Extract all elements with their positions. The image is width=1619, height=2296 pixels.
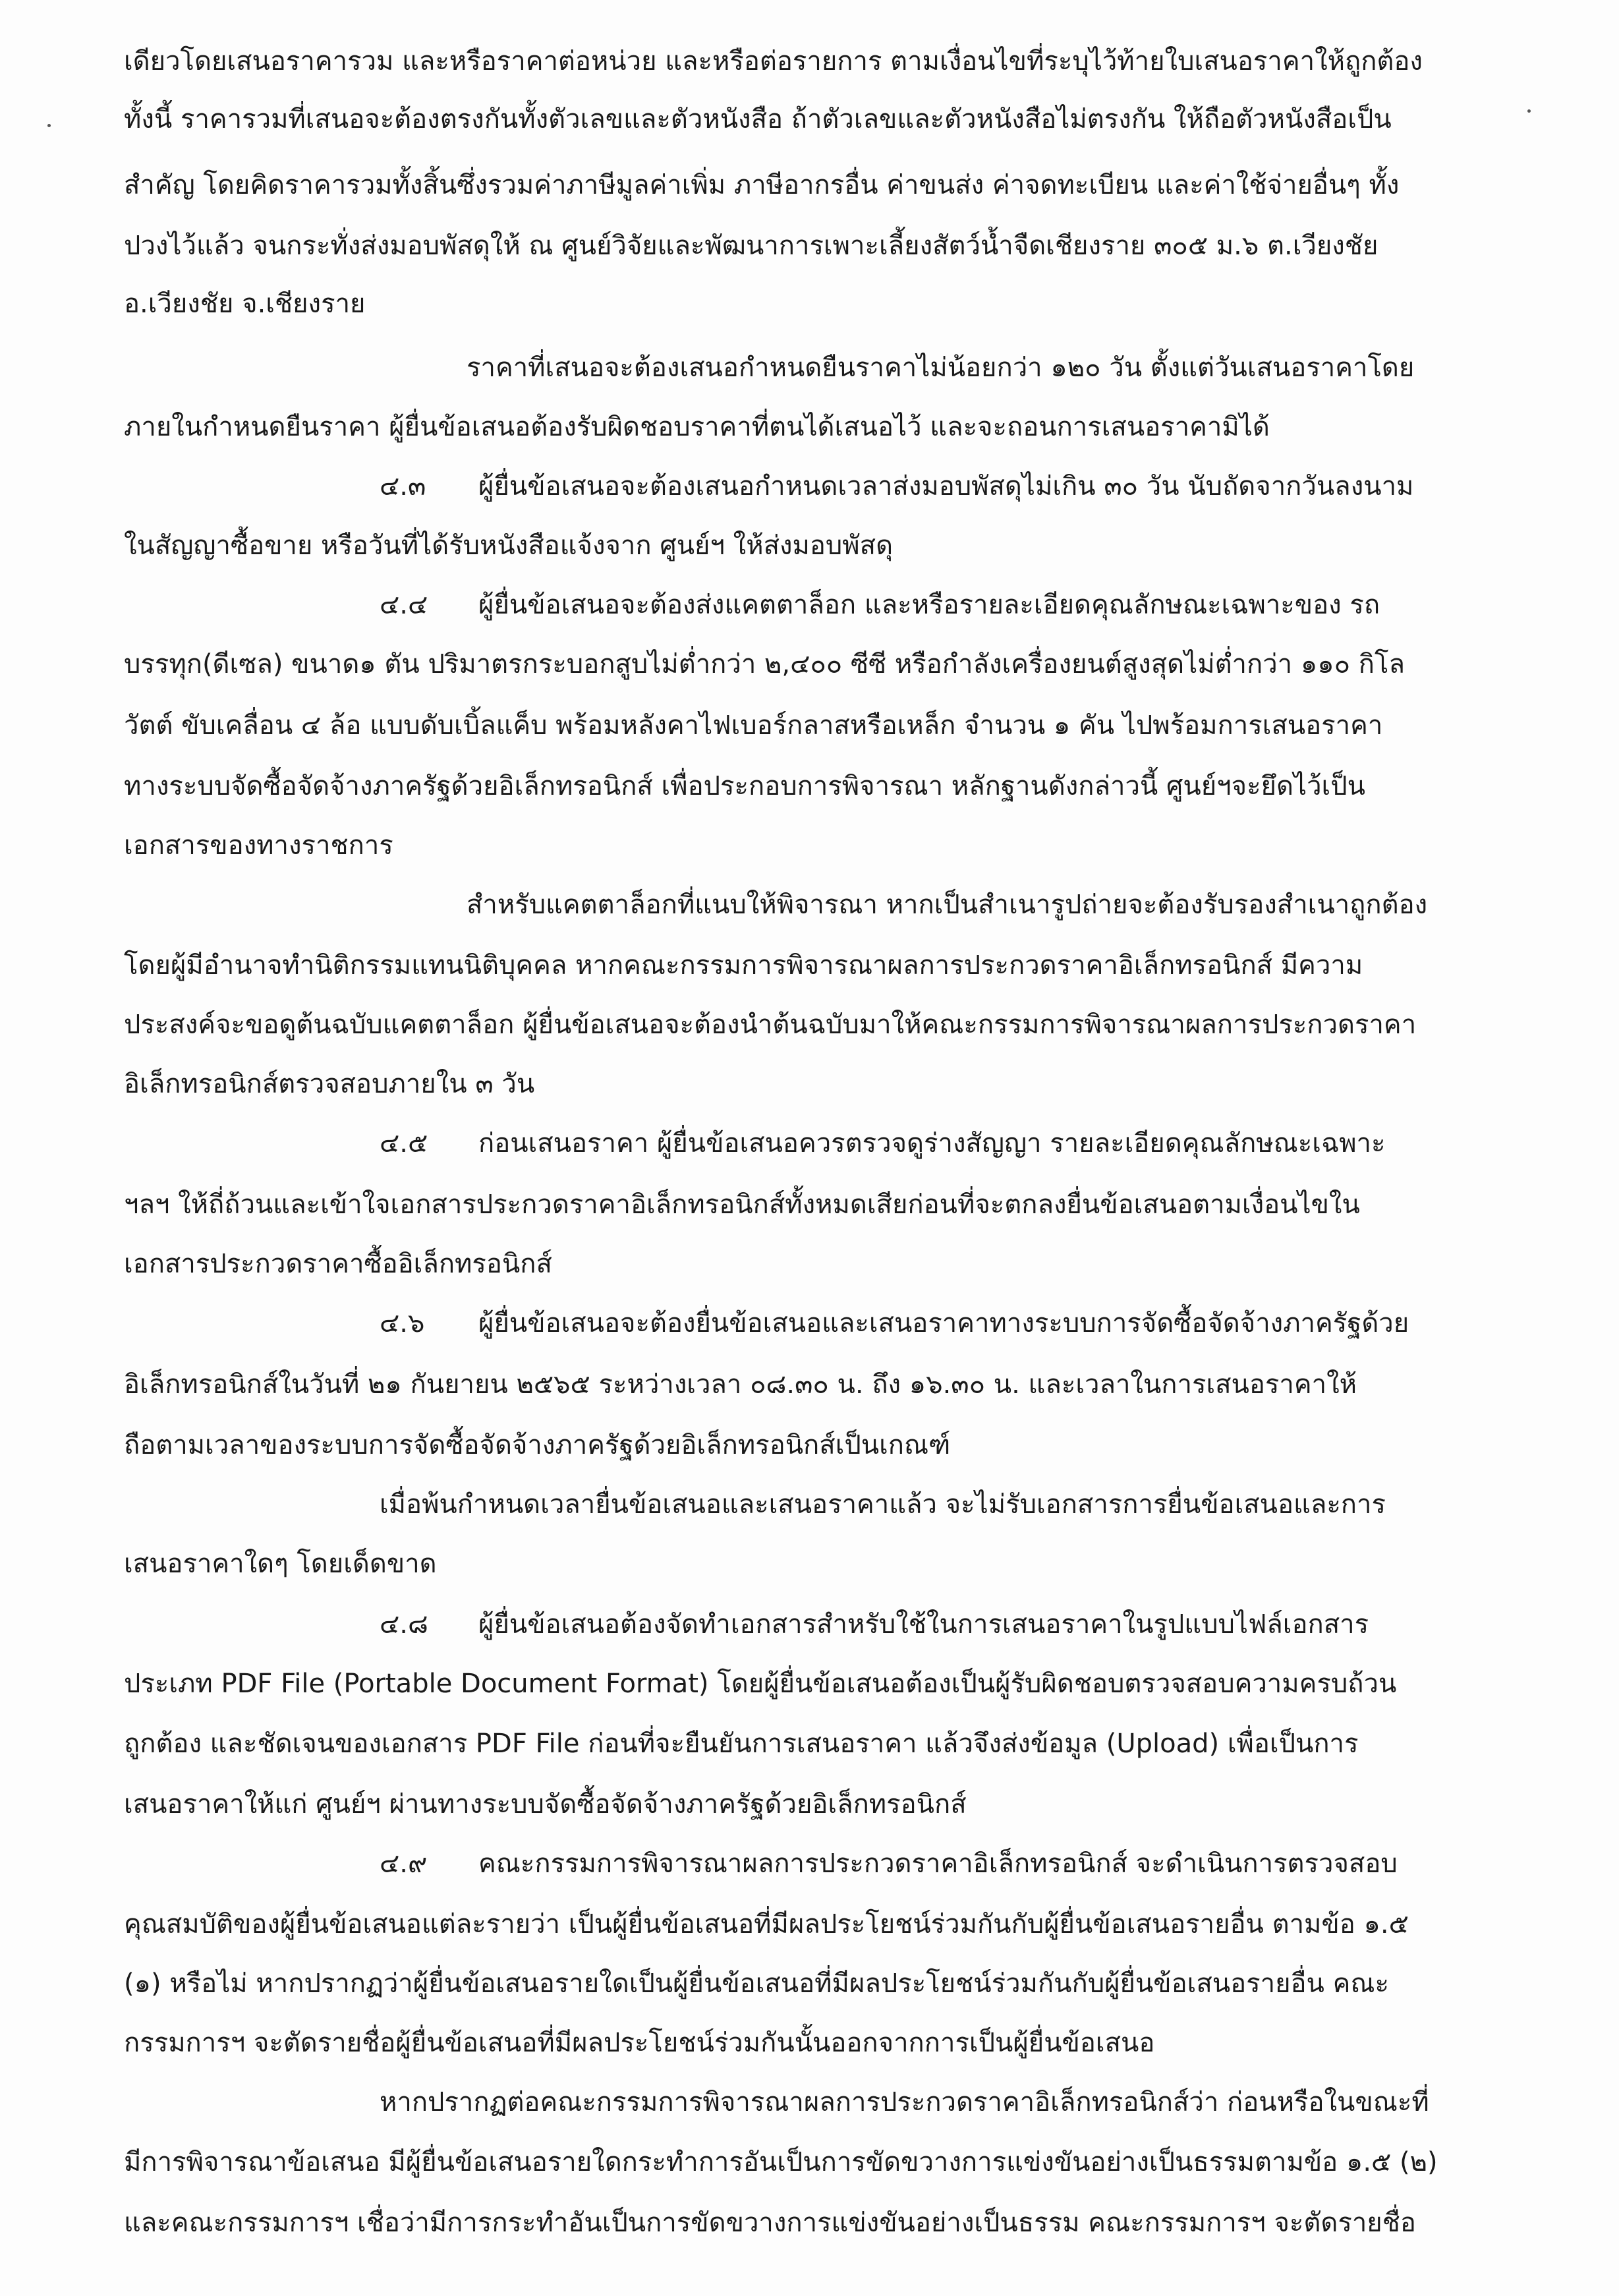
paragraph-line — [124, 224, 1378, 283]
paragraph-line — [124, 1003, 1416, 1062]
paragraph-line — [124, 1183, 1360, 1242]
line-text: เอกสารประกวดราคาซื้ออิเล็กทรอนิกส์ — [124, 1249, 552, 1279]
paragraph-line — [124, 764, 1365, 824]
paragraph-line — [380, 2081, 1429, 2140]
paragraph-line — [124, 405, 1270, 465]
line-text: ก่อนเสนอราคา ผู้ยื่นข้อเสนอควรตรวจดูร่างสัญญา รายละเอียดคุณลักษณะเฉพาะ — [478, 1128, 1386, 1159]
clause-number: ๔.๖ — [380, 1308, 425, 1338]
clause-number: ๔.๙ — [380, 1849, 428, 1879]
paragraph-line — [467, 883, 1427, 942]
paragraph-line — [124, 2021, 1154, 2081]
line-text: ผู้ยื่นข้อเสนอจะต้องยื่นข้อเสนอและเสนอราคาทางระบบการจัดซื้อจัดจ้างภาครัฐด้วย — [478, 1308, 1409, 1338]
paragraph-line — [124, 1783, 967, 1842]
line-text: วัตต์ ขับเคลื่อน ๔ ล้อ แบบดับเบิ้ลแค็บ พร้อมหลังคาไฟเบอร์กลาสหรือเหล็ก จำนวน ๑ คัน ไปพร้อมการเสนอราคา — [124, 710, 1383, 741]
numbered-clause-line — [380, 583, 1380, 643]
line-text: หากปรากฏต่อคณะกรรมการพิจารณาผลการประกวดราคาอิเล็กทรอนิกส์ว่า ก่อนหรือในขณะที่ — [380, 2087, 1429, 2117]
paragraph-line — [124, 1722, 1359, 1781]
paragraph-line — [124, 704, 1382, 763]
line-text: ฯลฯ ให้ถี่ถ้วนและเข้าใจเอกสารประกวดราคาอิเล็กทรอนิกส์ทั้งหมดเสียก่อนที่จะตกลงยื่นข้อเสนอตามเงื่อนไขใน — [124, 1190, 1360, 1220]
paragraph-line — [124, 1962, 1389, 2021]
line-text: เดียวโดยเสนอราคารวม และหรือราคาต่อหน่วย และหรือต่อรายการ ตามเงื่อนไขที่ระบุไว้ท้ายใบเสนอราคาให้ถูกต้อง — [124, 46, 1423, 76]
paragraph-line — [124, 163, 1399, 223]
paragraph-line — [124, 944, 1363, 1003]
line-text: ถูกต้อง และชัดเจนของเอกสาร PDF File ก่อนที่จะยืนยันการเสนอราคา แล้วจึงส่งข้อมูล (Upload) เพื่อเป็นการ — [124, 1729, 1359, 1759]
line-text: อิเล็กทรอนิกส์ตรวจสอบภายใน ๓ วัน — [124, 1069, 535, 1099]
line-text: บรรทุก(ดีเซล) ขนาด๑ ตัน ปริมาตรกระบอกสูบไม่ต่ำกว่า ๒,๔๐๐ ซีซี หรือกำลังเครื่องยนต์สูงสุดไม่ต่ำกว่า ๑๑๐ กิโล — [124, 649, 1405, 679]
line-text: ปวงไว้แล้ว จนกระทั่งส่งมอบพัสดุให้ ณ ศูนย์วิจัยและพัฒนาการเพาะเลี้ยงสัตว์น้ำจืดเชียงราย ๓๐๕ ม.๖ ต.เวียงชัย — [124, 231, 1378, 261]
line-text: เมื่อพ้นกำหนดเวลายื่นข้อเสนอและเสนอราคาแล้ว จะไม่รับเอกสารการยื่นข้อเสนอและการ — [380, 1489, 1386, 1520]
paragraph-line — [124, 1242, 552, 1302]
clause-number: ๔.๔ — [380, 590, 428, 620]
numbered-clause-line — [380, 1302, 1409, 1361]
paragraph-line — [124, 2140, 1438, 2200]
line-text: สำหรับแคตตาล็อกที่แนบให้พิจารณา หากเป็นสำเนารูปถ่ายจะต้องรับรองสำเนาถูกต้อง — [467, 890, 1428, 920]
numbered-clause-line — [380, 465, 1413, 524]
paragraph-line — [124, 2201, 1416, 2260]
paragraph-line — [124, 1363, 1357, 1422]
clause-number: ๔.๘ — [380, 1609, 428, 1640]
line-text: ภายในกำหนดยืนราคา ผู้ยื่นข้อเสนอต้องรับผิดชอบราคาที่ตนได้เสนอไว้ และจะถอนการเสนอราคามิได้ — [124, 412, 1270, 442]
line-text: โดยผู้มีอำนาจทำนิติกรรมแทนนิติบุคคล หากคณะกรรมการพิจารณาผลการประกวดราคาอิเล็กทรอนิกส์ มีความ — [124, 950, 1363, 981]
line-text: และคณะกรรมการฯ เชื่อว่ามีการกระทำอันเป็นการขัดขวางการแข่งขันอย่างเป็นธรรม คณะกรรมการฯ จะตัดรายชื่อ — [124, 2208, 1416, 2238]
paragraph-line — [124, 98, 1392, 157]
line-text: อ.เวียงชัย จ.เชียงราย — [124, 289, 366, 319]
numbered-clause-line — [380, 1603, 1369, 1662]
line-text: ในสัญญาซื้อขาย หรือวันที่ได้รับหนังสือแจ้งจาก ศูนย์ฯ ให้ส่งมอบพัสดุ — [124, 531, 894, 561]
paragraph-line — [124, 1423, 950, 1483]
line-text: คุณสมบัติของผู้ยื่นข้อเสนอแต่ละรายว่า เป็นผู้ยื่นข้อเสนอที่มีผลประโยชน์ร่วมกันกับผู้ยื่นข้อเสนอรายอื่น ตามข้อ ๑.๕ — [124, 1909, 1409, 1939]
line-text: ผู้ยื่นข้อเสนอจะต้องเสนอกำหนดเวลาส่งมอบพัสดุไม่เกิน ๓๐ วัน นับถัดจากวันลงนาม — [478, 471, 1414, 502]
paragraph-line — [124, 824, 393, 883]
line-text: ถือตามเวลาของระบบการจัดซื้อจัดจ้างภาครัฐด้วยอิเล็กทรอนิกส์เป็นเกณฑ์ — [124, 1430, 951, 1460]
paragraph-line — [124, 1903, 1409, 1962]
line-text: ประสงค์จะขอดูต้นฉบับแคตตาล็อก ผู้ยื่นข้อเสนอจะต้องนำต้นฉบับมาให้คณะกรรมการพิจารณาผลการประกวดราคา — [124, 1010, 1417, 1040]
paragraph-line — [124, 282, 365, 341]
clause-number: ๔.๕ — [380, 1128, 428, 1159]
paragraph-line — [124, 1542, 437, 1601]
line-text: ผู้ยื่นข้อเสนอต้องจัดทำเอกสารสำหรับใช้ในการเสนอราคาในรูปแบบไฟล์เอกสาร — [478, 1609, 1369, 1640]
paragraph-line — [380, 1483, 1386, 1542]
line-text: ราคาที่เสนอจะต้องเสนอกำหนดยืนราคาไม่น้อยกว่า ๑๒๐ วัน ตั้งแต่วันเสนอราคาโดย — [467, 353, 1415, 383]
line-text: เสนอราคาใดๆ โดยเด็ดขาด — [124, 1549, 437, 1579]
numbered-clause-line — [380, 1122, 1386, 1181]
line-text: อิเล็กทรอนิกส์ในวันที่ ๒๑ กันยายน ๒๕๖๕ ระหว่างเวลา ๐๘.๓๐ น. ถึง ๑๖.๓๐ น. และเวลาในการเสนอราคาให้ — [124, 1369, 1357, 1400]
scan-speck — [47, 124, 51, 127]
line-text: มีการพิจารณาข้อเสนอ มีผู้ยื่นข้อเสนอรายใดกระทำการอันเป็นการขัดขวางการแข่งขันอย่างเป็นธรรมตามข้อ ๑.๕ (๒) — [124, 2147, 1438, 2177]
numbered-clause-line — [380, 1842, 1398, 1901]
line-text: เอกสารของทางราชการ — [124, 830, 393, 861]
clause-number: ๔.๓ — [380, 471, 426, 502]
paragraph-line — [124, 1062, 534, 1122]
line-text: คณะกรรมการพิจารณาผลการประกวดราคาอิเล็กทรอนิกส์ จะดำเนินการตรวจสอบ — [478, 1849, 1398, 1879]
paragraph-line — [124, 1662, 1396, 1721]
paragraph-line — [124, 524, 893, 583]
paragraph-line — [467, 346, 1414, 405]
line-text: เสนอราคาให้แก่ ศูนย์ฯ ผ่านทางระบบจัดซื้อจัดจ้างภาครัฐด้วยอิเล็กทรอนิกส์ — [124, 1789, 967, 1820]
line-text: สำคัญ โดยคิดราคารวมทั้งสิ้นซึ่งรวมค่าภาษีมูลค่าเพิ่ม ภาษีอากรอื่น ค่าขนส่ง ค่าจดทะเบียน และค่าใช้จ่ายอื่นๆ ทั้ง — [124, 170, 1400, 200]
scan-speck — [1527, 109, 1531, 113]
paragraph-line — [124, 643, 1405, 702]
line-text: ทางระบบจัดซื้อจัดจ้างภาครัฐด้วยอิเล็กทรอนิกส์ เพื่อประกอบการพิจารณา หลักฐานดังกล่าวนี้ ศูนย์ฯจะยึดไว้เป็น — [124, 771, 1365, 801]
line-text: ทั้งนี้ ราคารวมที่เสนอจะต้องตรงกันทั้งตัวเลขและตัวหนังสือ ถ้าตัวเลขและตัวหนังสือไม่ตรงกัน ให้ถือตัวหนังสือเป็น — [124, 104, 1392, 134]
paragraph-line — [124, 40, 1423, 99]
line-text: (๑) หรือไม่ หากปรากฏว่าผู้ยื่นข้อเสนอรายใดเป็นผู้ยื่นข้อเสนอที่มีผลประโยชน์ร่วมกันกับผู้ยื่นข้อเสนอรายอื่น คณะ — [124, 1968, 1389, 1999]
line-text: ประเภท PDF File (Portable Document Format) โดยผู้ยื่นข้อเสนอต้องเป็นผู้รับผิดชอบตรวจสอบความครบถ้วน — [124, 1669, 1397, 1699]
line-text: กรรมการฯ จะตัดรายชื่อผู้ยื่นข้อเสนอที่มีผลประโยชน์ร่วมกันนั้นออกจากการเป็นผู้ยื่นข้อเสนอ — [124, 2028, 1155, 2058]
line-text: ผู้ยื่นข้อเสนอจะต้องส่งแคตตาล็อก และหรือรายละเอียดคุณลักษณะเฉพาะของ รถ — [478, 590, 1380, 620]
